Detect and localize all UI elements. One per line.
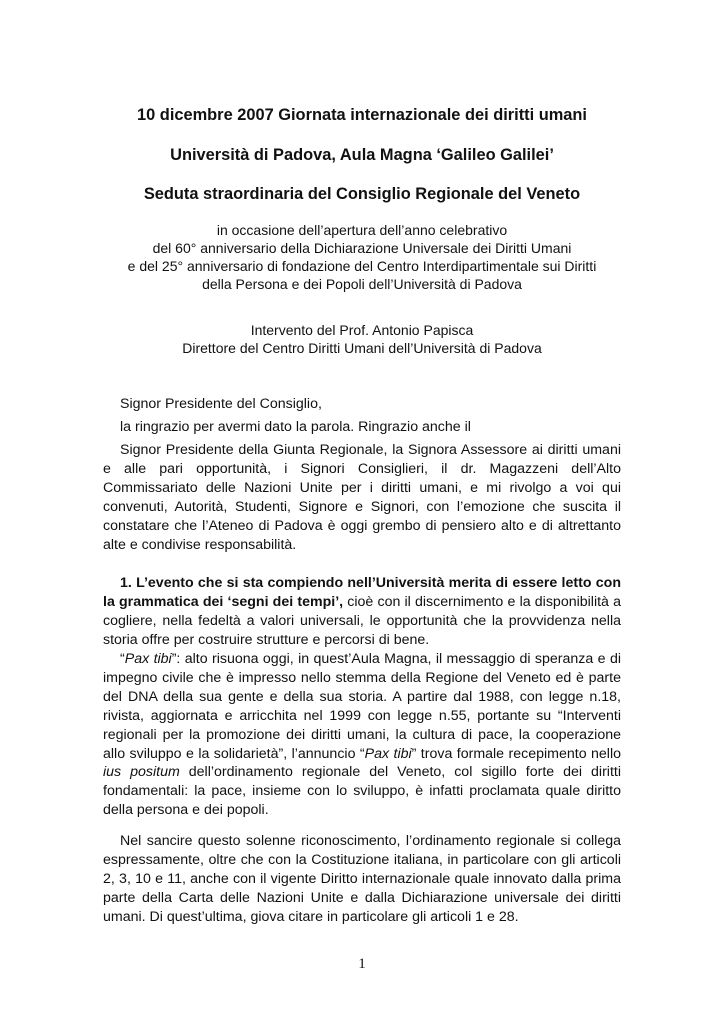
page-number: 1: [358, 956, 366, 972]
speaker-block: [0, 321, 724, 357]
salutation-continuation: la ringrazio per avermi dato la parola. Ringrazio anche il: [120, 419, 471, 435]
speaker-role: Direttore del Centro Diritti Umani dell’Università di Padova: [182, 340, 542, 356]
occasion-line: del 60° anniversario della Dichiarazione Universale dei Diritti Umani: [152, 240, 572, 256]
occasion-line: della Persona e dei Popoli dell’Università di Padova: [202, 276, 522, 292]
section-1-text: cioè con il discernimento e la disponibilità a cogliere, nella fedeltà a valori universali, le opportunità che la provvidenza nella storia offre per costruire strutture e percorsi di bene.: [103, 593, 621, 648]
paragraph-text: ”: alto risuona oggi, in quest’Aula Magna, il messaggio di speranza e di impegno civile che è impresso nello stemma della Regione del Veneto ed è parte del DNA della sua gente e della sua storia. A partire dal 1988, con legge n.18, rivista, aggiornata e arricchita nel 1999 con legge n.55, portante su “Interventi regionali per la promozione dei diritti umani, la cultura di pace, la cooperazione allo sviluppo e la solidarietà”, l’annuncio “: [103, 651, 621, 762]
paragraph-text: ” trova formale recepimento nello: [411, 745, 621, 762]
document-title: 10 dicembre 2007 Giornata internazionale dei diritti umani: [137, 106, 587, 124]
occasion-line: in occasione dell’apertura dell’anno celebrativo: [216, 222, 508, 238]
session-heading: Seduta straordinaria del Consiglio Regionale del Veneto: [143, 185, 581, 203]
occasion-line: e del 25° anniversario di fondazione del Centro Interdipartimentale sui Diritti: [127, 258, 597, 274]
occasion-block: [0, 221, 724, 293]
paragraph-greetings: Signor Presidente della Giunta Regionale, la Signora Assessore ai diritti umani e alle pari opportunità, i Signori Consiglieri, il dr. Magazzeni dell’Alto Commissariato delle Nazioni Unite per i diritti umani, e mi rivolgo a voi qui convenuti, Autorità, Studenti, Signore e Signori, con l’emozione che suscita il constatare che l’Ateneo di Padova è oggi grembo di pensiero alto e di altrettanto alte e condivise responsabilità.: [103, 442, 621, 553]
venue-heading: Università di Padova, Aula Magna ‘Galileo Galilei’: [170, 146, 554, 164]
pax-tibi-term: Pax tibi: [124, 651, 172, 667]
section-1-heading: 1. L’evento che si sta compiendo nell’Università merita di essere letto con la grammatica dei ‘segni dei tempi’,: [103, 575, 621, 610]
ius-positum-term: ius positum: [103, 764, 180, 781]
paragraph-pax-tibi: [103, 650, 621, 820]
quote-mark: “: [120, 651, 125, 667]
paragraph-constitution: Nel sancire questo solenne riconoscimento, l’ordinamento regionale si collega espressamente, oltre che con la Costituzione italiana, in particolare con gli articoli 2, 3, 10 e 11, anche con il vigente Diritto internazionale quale innovato dalla prima parte della Carta delle Nazioni Unite e dalla Dichiarazione universale dei diritti umani. Di quest’ultima, giova citare in particolare gli articoli 1 e 28.: [103, 833, 621, 925]
salutation: Signor Presidente del Consiglio,: [120, 396, 322, 412]
paragraph-section-1: [103, 574, 621, 650]
paragraph-text: dell’ordinamento regionale del Veneto, col sigillo forte dei diritti fondamentali: la pace, insieme con lo sviluppo, è infatti proclamata quale diritto della persona e dei popoli.: [103, 764, 621, 819]
pax-tibi-term: Pax tibi: [364, 745, 412, 762]
speaker-name: Intervento del Prof. Antonio Papisca: [250, 322, 474, 338]
